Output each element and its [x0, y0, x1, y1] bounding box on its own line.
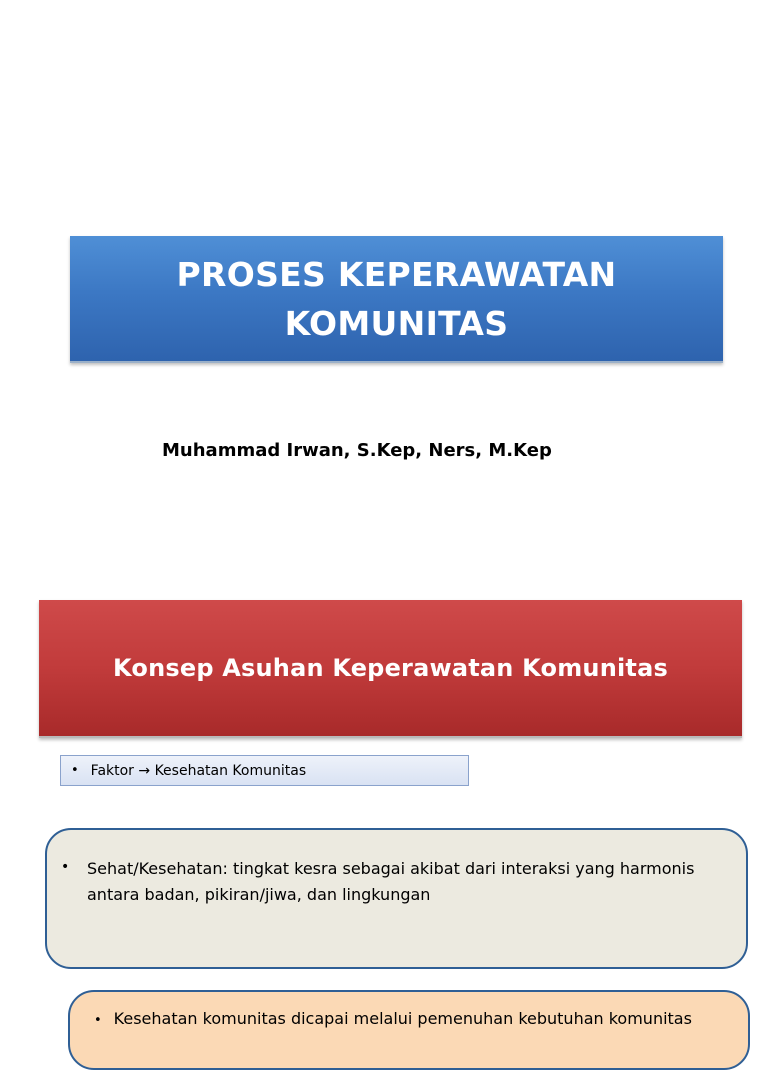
bullet-icon: • [61, 859, 70, 875]
bullet-icon: • [94, 1013, 102, 1028]
faktor-box [60, 755, 469, 786]
faktor-target: Kesehatan Komunitas [154, 762, 307, 779]
arrow-icon: → [138, 762, 151, 779]
section-title: Konsep Asuhan Keperawatan Komunitas [113, 654, 668, 682]
sehat-text: Sehat/Kesehatan: tingkat kesra sebagai akibat dari interaksi yang harmonis antara badan, pikiran/jiwa, dan lingkungan [87, 859, 695, 904]
section-banner [39, 600, 742, 738]
komunitas-box [68, 990, 750, 1070]
title-line-1: PROSES KEPERAWATAN [176, 254, 617, 294]
title-banner [70, 236, 723, 363]
sehat-definition-box [45, 828, 748, 969]
author-name: Muhammad Irwan, S.Kep, Ners, M.Kep [162, 440, 552, 461]
sehat-bullet-item [61, 856, 732, 908]
bullet-icon: • [71, 763, 79, 778]
faktor-label: Faktor [90, 762, 134, 779]
komunitas-text: Kesehatan komunitas dicapai melalui pemenuhan kebutuhan komunitas [113, 1009, 692, 1028]
title-line-2: KOMUNITAS [284, 303, 509, 343]
